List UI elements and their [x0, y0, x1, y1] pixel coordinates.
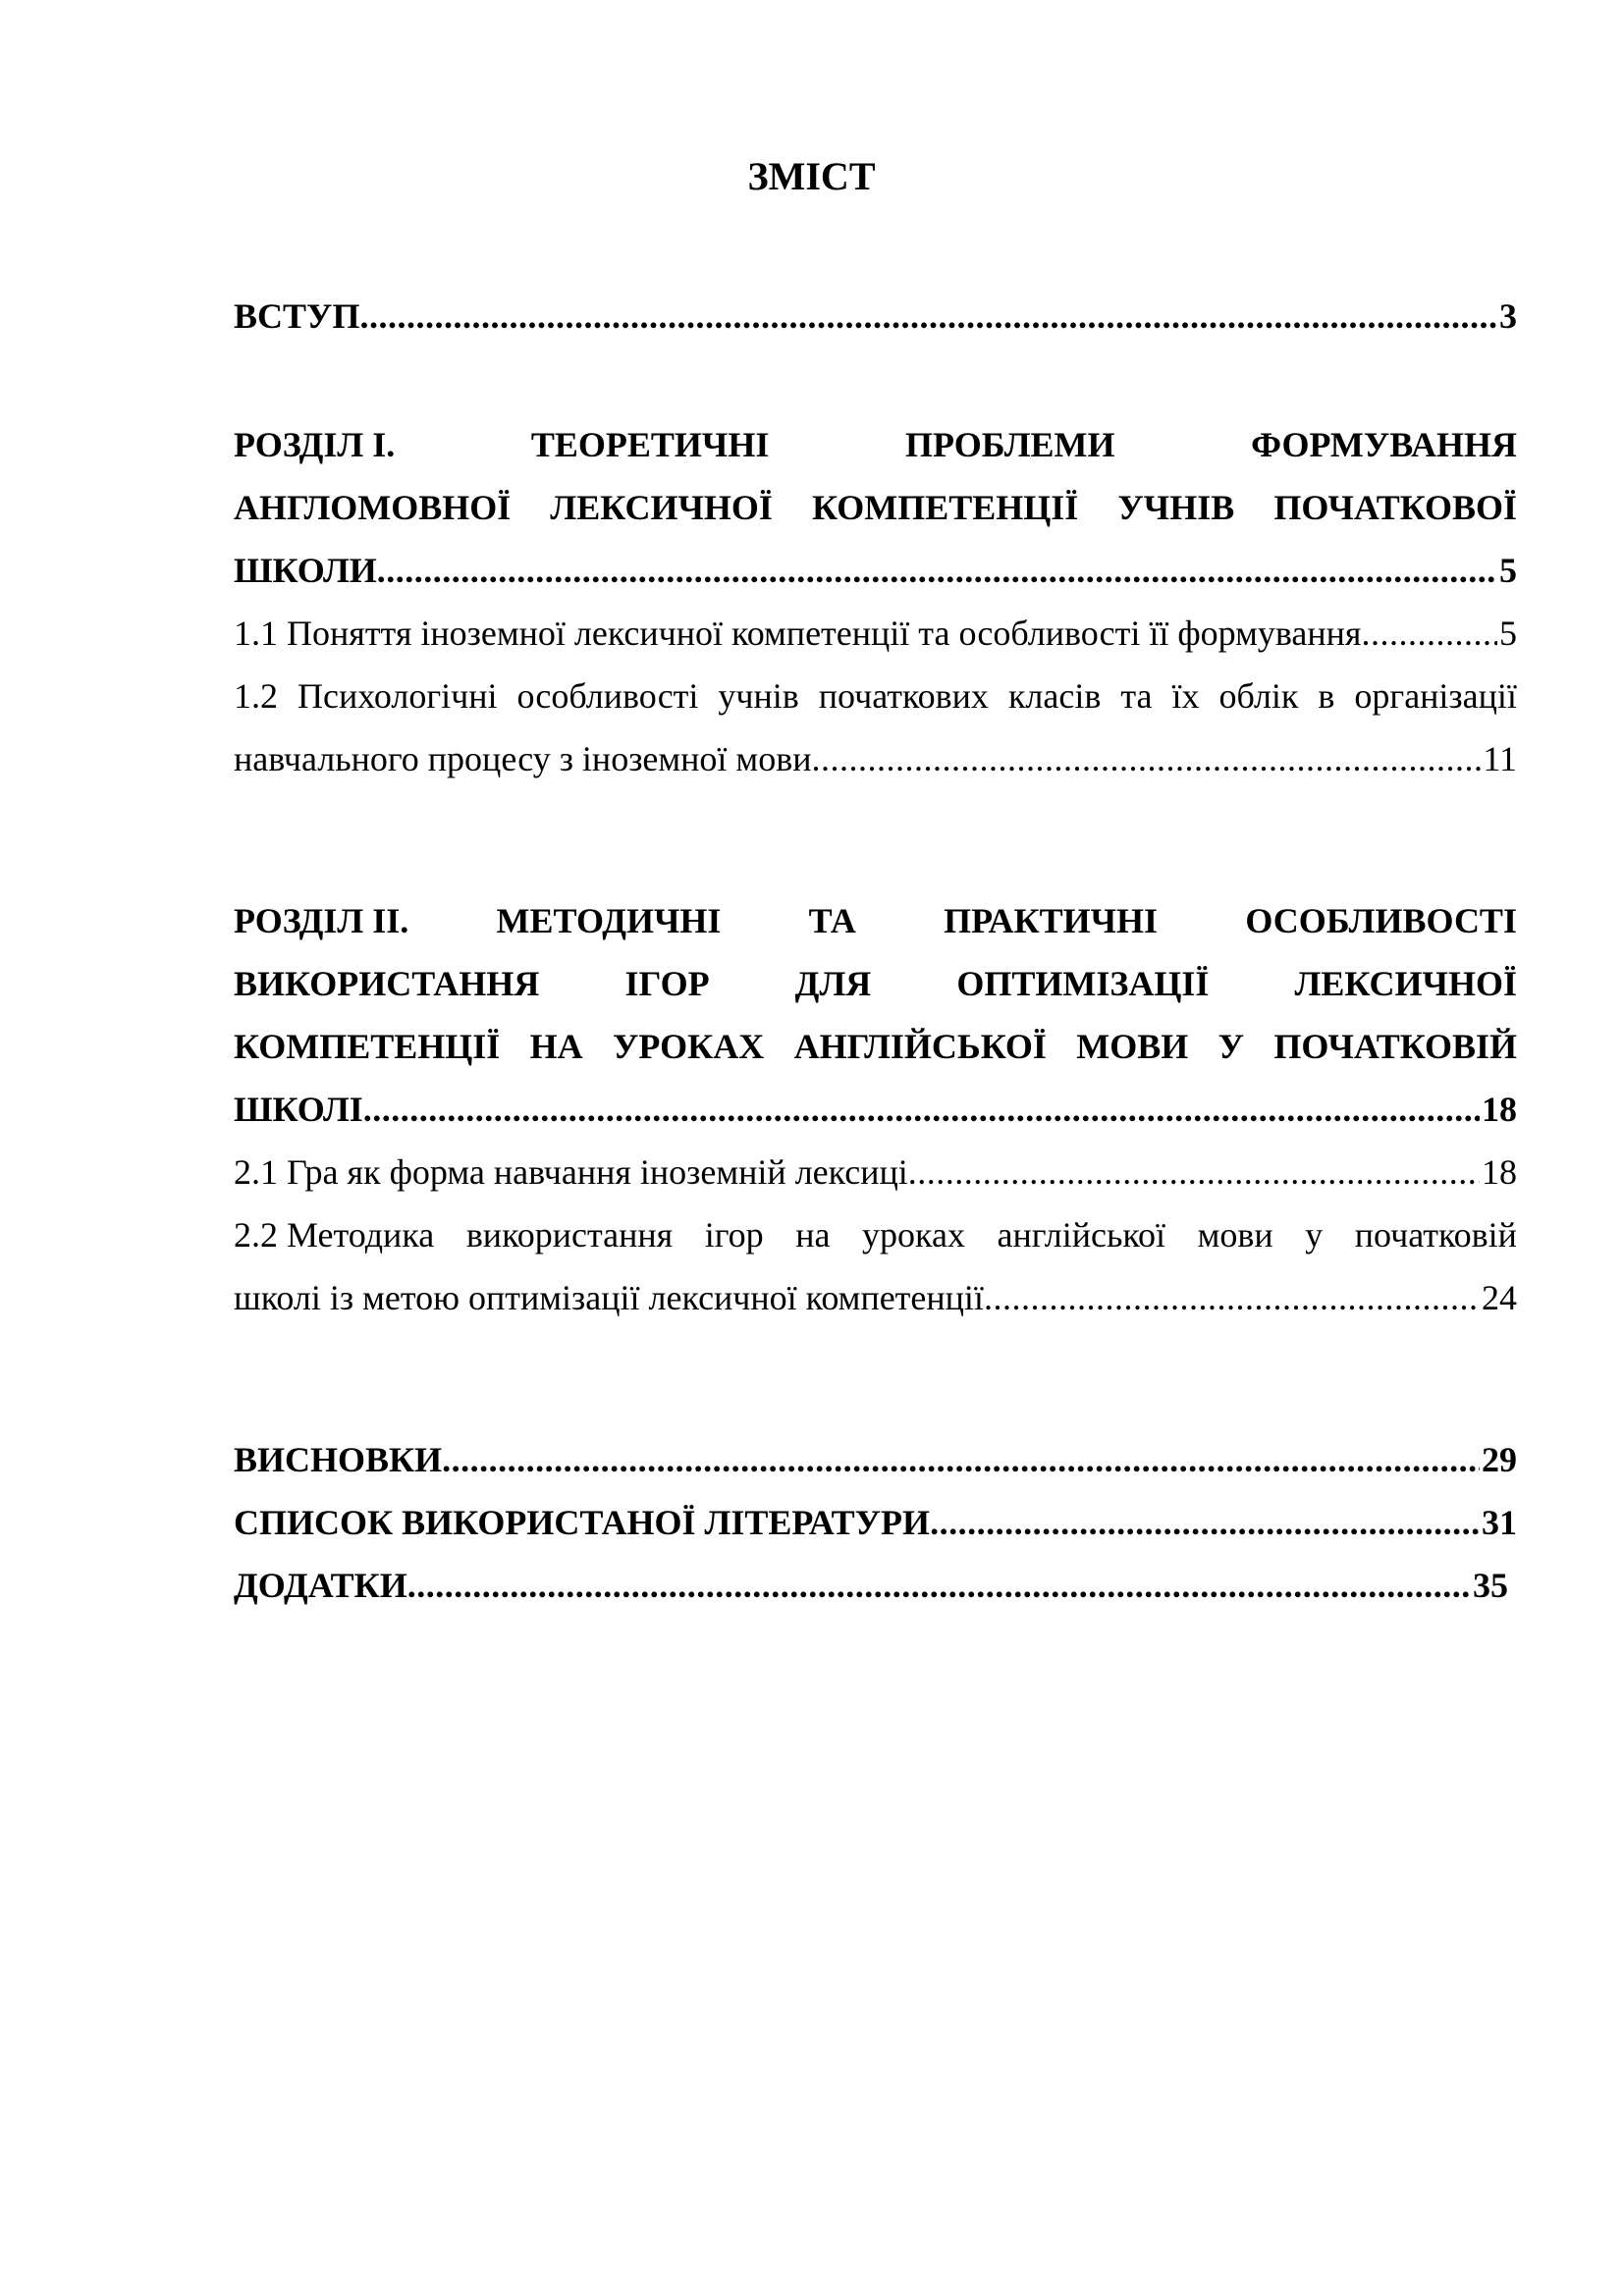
- heading-word: АНГЛІЙСЬКОЇ: [793, 1027, 1047, 1066]
- toc-entry-conclusions[interactable]: [234, 1428, 1517, 1491]
- toc-entry-references[interactable]: [234, 1491, 1517, 1554]
- toc-entry-section-2-2[interactable]: [234, 1203, 1517, 1329]
- heading-word: ОПТИМІЗАЦІЇ: [956, 964, 1210, 1003]
- toc-entry-label: СПИСОК ВИКОРИСТАНОЇ ЛІТЕРАТУРИ: [234, 1503, 931, 1542]
- dot-leader: [363, 1078, 1480, 1141]
- toc-entry-label: ШКОЛІ: [234, 1090, 363, 1129]
- heading-word: ПРАКТИЧНІ: [944, 901, 1159, 940]
- toc-entry-chapter-2[interactable]: [234, 889, 1517, 1141]
- dot-leader: [930, 1491, 1480, 1554]
- heading-word: РОЗДІЛ І.: [234, 425, 396, 464]
- heading-word: ЛЕКСИЧНОЇ: [550, 488, 773, 527]
- dot-leader: [908, 1141, 1480, 1203]
- chapter-heading-line: [234, 889, 1517, 952]
- toc-entry-section-1-1[interactable]: [234, 602, 1517, 665]
- text-word: особливості: [516, 676, 699, 716]
- heading-word: ПОЧАТКОВІЙ: [1273, 1027, 1517, 1066]
- heading-word: НА: [529, 1027, 583, 1066]
- toc-entry-intro[interactable]: [234, 285, 1517, 347]
- heading-word: У: [1217, 1027, 1245, 1066]
- heading-word: ФОРМУВАННЯ: [1251, 425, 1517, 464]
- dot-leader: [407, 1554, 1471, 1617]
- heading-word: ВИКОРИСТАННЯ: [234, 964, 540, 1003]
- text-word: 1.2: [234, 676, 278, 716]
- chapter-heading-line: [234, 952, 1517, 1015]
- text-word: використання: [465, 1215, 674, 1255]
- toc-page-number: 5: [1499, 614, 1517, 653]
- toc-page-number: 29: [1482, 1440, 1517, 1479]
- text-word: початковій: [1354, 1215, 1517, 1255]
- toc-entry-label: 1.1 Поняття іноземної лексичної компетенції та особливості її формування: [234, 614, 1362, 653]
- toc-page-number: 24: [1482, 1278, 1517, 1317]
- text-word: англійської: [997, 1215, 1166, 1255]
- toc-entry-label: ВСТУП: [234, 296, 360, 336]
- toc-entry-label: ДОДАТКИ: [234, 1566, 407, 1605]
- toc-entry-label: школі із метою оптимізації лексичної компетенції: [234, 1278, 984, 1317]
- toc-page-number: 31: [1482, 1503, 1517, 1542]
- toc-entry-label: навчального процесу з іноземної мови: [234, 739, 812, 778]
- text-word: організації: [1354, 676, 1517, 716]
- toc-entry-label: ШКОЛИ: [234, 551, 377, 590]
- toc-page-number: 5: [1499, 551, 1517, 590]
- heading-word: ІГОР: [624, 964, 710, 1003]
- toc-entry-section-1-2[interactable]: [234, 665, 1517, 790]
- text-word: учнів: [718, 676, 799, 716]
- toc-entry-section-2-1[interactable]: [234, 1141, 1517, 1203]
- section-text-line: [234, 1203, 1517, 1266]
- toc-entry-appendices[interactable]: [234, 1554, 1508, 1617]
- page-title: ЗМІСТ: [747, 154, 876, 198]
- heading-word: ДЛЯ: [794, 964, 872, 1003]
- chapter-heading-line: [234, 413, 1517, 476]
- toc-page-number: 35: [1473, 1566, 1508, 1605]
- heading-word: МЕТОДИЧНІ: [496, 901, 722, 940]
- text-word: облік: [1218, 676, 1299, 716]
- heading-word: ТА: [808, 901, 856, 940]
- chapter-heading-line: [234, 1015, 1517, 1078]
- chapter-heading-line: [234, 476, 1517, 539]
- dot-leader: [811, 727, 1481, 790]
- text-word: в: [1318, 676, 1335, 716]
- heading-word: ПОЧАТКОВОЇ: [1273, 488, 1517, 527]
- text-word: ігор: [704, 1215, 764, 1255]
- text-word: мови: [1197, 1215, 1273, 1255]
- dot-leader: [984, 1266, 1480, 1329]
- heading-word: ЛЕКСИЧНОЇ: [1294, 964, 1517, 1003]
- toc-page-number: 3: [1499, 296, 1517, 336]
- dot-leader: [359, 285, 1497, 347]
- dot-leader: [1361, 602, 1497, 665]
- dot-leader: [442, 1428, 1480, 1491]
- toc-entry-chapter-1[interactable]: [234, 413, 1517, 602]
- text-word: уроках: [862, 1215, 965, 1255]
- heading-word: КОМПЕТЕНЦІЇ: [812, 488, 1079, 527]
- text-word: у: [1305, 1215, 1324, 1255]
- heading-word: КОМПЕТЕНЦІЇ: [234, 1027, 501, 1066]
- section-text-line: [234, 665, 1517, 727]
- toc-entry-label: ВИСНОВКИ: [234, 1440, 443, 1479]
- heading-word: УЧНІВ: [1117, 488, 1235, 527]
- toc-page-number: 18: [1482, 1152, 1517, 1192]
- heading-word: ПРОБЛЕМИ: [905, 425, 1115, 464]
- toc-page-number: 18: [1482, 1090, 1517, 1129]
- heading-word: МОВИ: [1076, 1027, 1189, 1066]
- text-word: Психологічні: [298, 676, 498, 716]
- text-word: на: [795, 1215, 831, 1255]
- heading-word: ТЕОРЕТИЧНІ: [530, 425, 770, 464]
- heading-word: АНГЛОМОВНОЇ: [234, 488, 512, 527]
- text-word: та: [1120, 676, 1153, 716]
- toc-entry-label: 2.1 Гра як форма навчання іноземній лексиці: [234, 1152, 908, 1192]
- text-word: початкових: [818, 676, 989, 716]
- text-word: 2.2 Методика: [234, 1215, 435, 1255]
- dot-leader: [377, 539, 1497, 602]
- text-word: їх: [1171, 676, 1200, 716]
- text-word: класів: [1007, 676, 1102, 716]
- toc-page-number: 11: [1483, 739, 1517, 778]
- heading-word: РОЗДІЛ ІІ.: [234, 901, 409, 940]
- heading-word: ОСОБЛИВОСТІ: [1245, 901, 1517, 940]
- heading-word: УРОКАХ: [612, 1027, 765, 1066]
